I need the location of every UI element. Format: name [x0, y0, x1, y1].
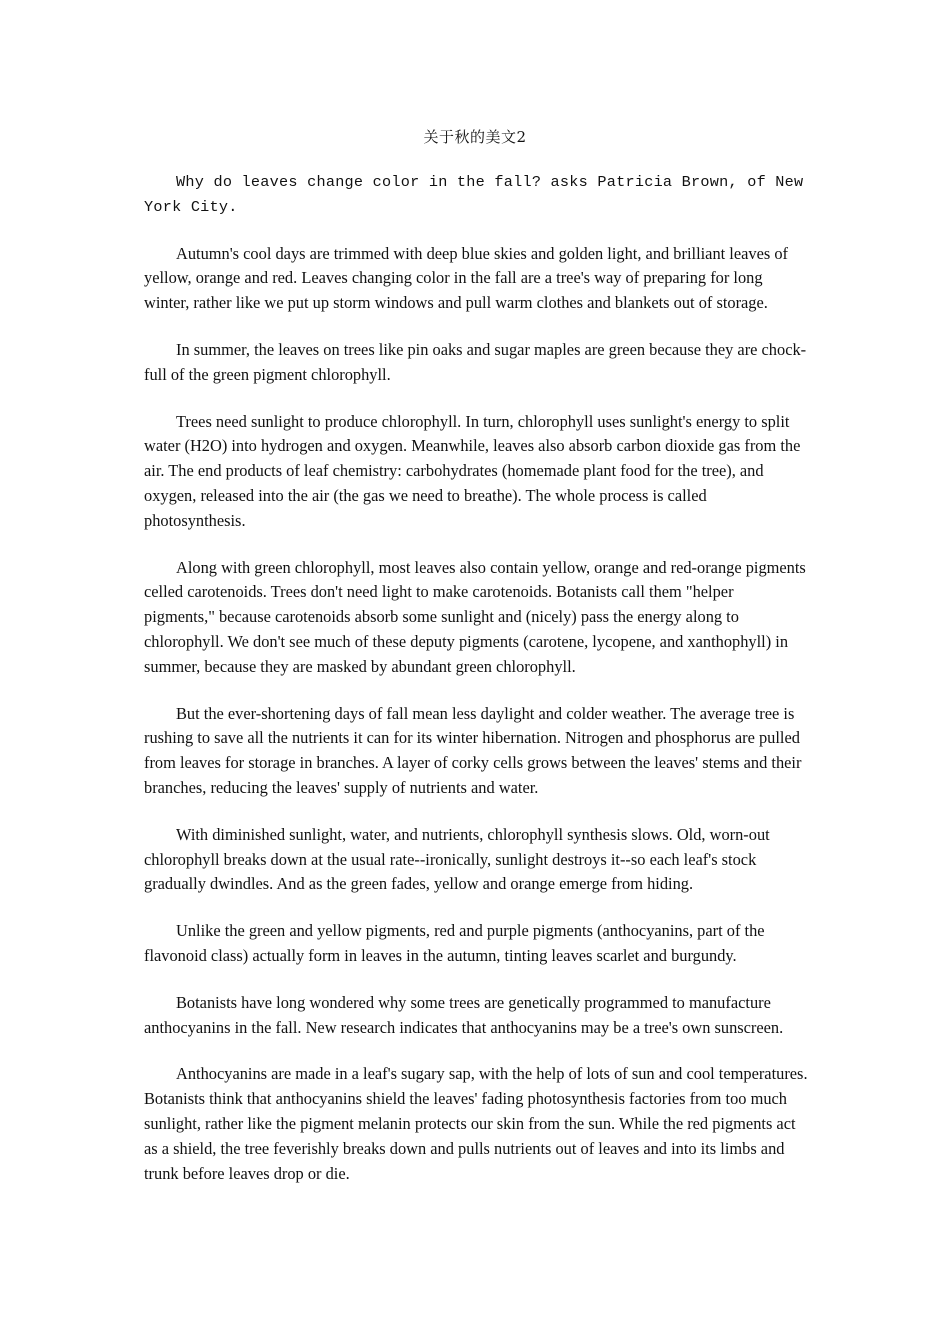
document-body	[144, 170, 808, 1208]
paragraph-question: Why do leaves change color in the fall? asks Patricia Brown, of New York City.	[144, 173, 804, 216]
paragraph: Botanists have long wondered why some trees are genetically programmed to manufacture anthocyanins in the fall. New research indicates that anthocyanins may be a tree's own sunscreen.	[144, 992, 784, 1037]
paragraph: Along with green chlorophyll, most leaves also contain yellow, orange and red-orange pigments celled carotenoids. Trees don't need light to make carotenoids. Botanists call them "helper pigments," because carotenoids absorb some sunlight and (nicely) pass the energy along to chlorophyll. We don't see much of these deputy pigments (carotene, lycopene, and xanthophyll) in summer, because they are masked by abundant green chlorophyll.	[144, 557, 806, 676]
paragraph: With diminished sunlight, water, and nutrients, chlorophyll synthesis slows. Old, worn-out chlorophyll breaks down at the usual rate--ironically, sunlight destroys it--so each leaf's stock gradually dwindles. And as the green fades, yellow and orange emerge from hiding.	[144, 824, 770, 894]
paragraph: In summer, the leaves on trees like pin oaks and sugar maples are green because they are chock-full of the green pigment chlorophyll.	[144, 339, 807, 384]
paragraph: Unlike the green and yellow pigments, red and purple pigments (anthocyanins, part of the flavonoid class) actually form in leaves in the autumn, tinting leaves scarlet and burgundy.	[144, 921, 765, 965]
paragraph: Anthocyanins are made in a leaf's sugary sap, with the help of lots of sun and cool temperatures. Botanists think that anthocyanins shield the leaves' fading photosynthesis factories from too much sunlight, rather like the pigment melanin protects our skin from the sun. While the red pigments act as a shield, the tree feverishly breaks down and pulls nutrients out of leaves and into its limbs and trunk before leaves drop or die.	[144, 1064, 808, 1183]
paragraph: Trees need sunlight to produce chlorophyll. In turn, chlorophyll uses sunlight's energy to split water (H2O) into hydrogen and oxygen. Meanwhile, leaves also absorb carbon dioxide gas from the air. The end products of leaf chemistry: carbohydrates (homemade plant food for the tree), and oxygen, released into the air (the gas we need to breathe). The whole process is called photosynthesis.	[144, 411, 801, 530]
paragraph: But the ever-shortening days of fall mean less daylight and colder weather. The average tree is rushing to save all the nutrients it can for its winter hibernation. Nitrogen and phosphorus are pulled from leaves for storage in branches. A layer of corky cells grows between the leaves' stems and their branches, reducing the leaves' supply of nutrients and water.	[144, 703, 802, 797]
paragraph: Autumn's cool days are trimmed with deep blue skies and golden light, and brilliant leaves of yellow, orange and red. Leaves changing color in the fall are a tree's way of preparing for long winter, rather like we put up storm windows and pull warm clothes and blankets out of storage.	[144, 243, 788, 313]
document-title: 关于秋的美文2	[423, 128, 527, 146]
